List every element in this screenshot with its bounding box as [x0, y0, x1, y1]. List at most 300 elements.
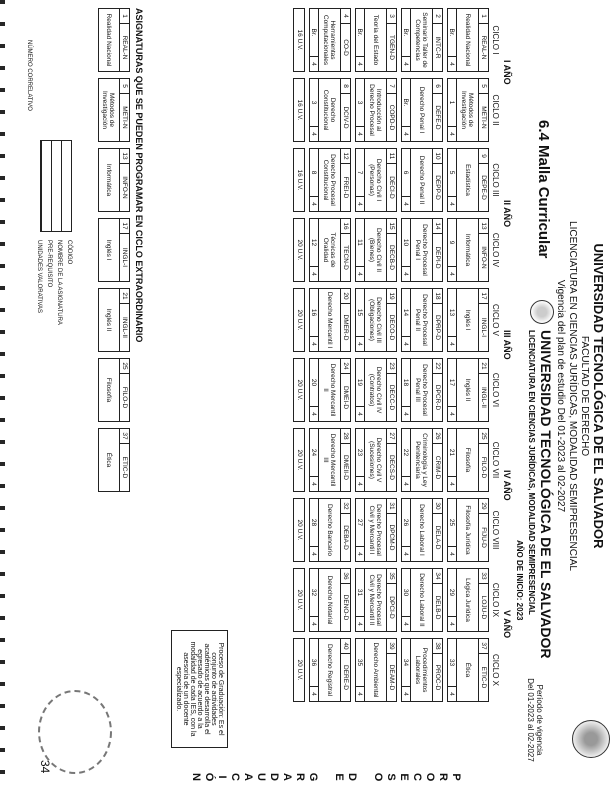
extra-course-cell: [98, 78, 130, 142]
side-letter: N: [190, 773, 202, 781]
course-prereq: 34: [401, 639, 410, 687]
course-code: CRIM-D: [434, 455, 441, 480]
course-number: 5: [120, 79, 129, 94]
course-cell: [355, 358, 397, 422]
course-number: 40: [341, 639, 350, 654]
course-number: 25: [479, 429, 488, 444]
course-code: DENO-D: [342, 594, 349, 621]
course-prereq: 23: [355, 429, 364, 477]
side-letter: A: [281, 773, 293, 781]
cycle-column: [293, 218, 500, 282]
course-cell: [447, 8, 489, 72]
course-name: Derecho Laboral I: [418, 504, 425, 556]
course-uv: 4: [356, 692, 363, 696]
course-number: 38: [433, 639, 442, 654]
course-prereq: 28: [309, 499, 318, 547]
course-code: LOJU-D: [480, 595, 487, 620]
course-name: Derecho Mercantil I: [326, 291, 333, 349]
course-number: 37: [479, 639, 488, 654]
start-year: AÑO DE INICIO: 2023: [515, 540, 524, 621]
course-uv: 4: [402, 482, 409, 486]
course-prereq: 10: [401, 219, 410, 267]
course-cell: [355, 148, 397, 212]
course-uv: 4: [448, 412, 455, 416]
course-uv: 4: [356, 482, 363, 486]
cycle-uv-total: 20 U.V.: [293, 428, 305, 492]
course-name: Criminología y Ley Penitenciaria: [414, 433, 429, 487]
course-code: COPD-D: [388, 104, 395, 131]
course-prereq: 3: [355, 79, 364, 127]
course-number: 9: [479, 149, 488, 164]
course-uv: 4: [310, 692, 317, 696]
course-name: Introducción al Derecho Procesal: [368, 84, 383, 136]
course-prereq: 31: [355, 569, 364, 617]
course-name: Realidad Nacional: [105, 13, 112, 67]
course-cell: [355, 428, 397, 492]
course-cell: [401, 78, 443, 142]
course-name: Derecho Registral: [326, 643, 333, 697]
course-cell: [447, 288, 489, 352]
side-letter: E: [333, 773, 345, 781]
cycle-uv-total: 16 U.V.: [293, 8, 305, 72]
course-uv: 4: [448, 622, 455, 626]
course-name: Inglés I: [464, 309, 471, 331]
course-cell: [447, 428, 489, 492]
course-code: ETIC-D: [121, 456, 128, 479]
course-number: 5: [479, 79, 488, 94]
cycle-column: [293, 638, 500, 702]
course-name: Procedimientos Laborales: [414, 647, 429, 693]
legend-code: CÓDIGO: [66, 240, 72, 265]
cycle-uv-total: 20 U.V.: [293, 638, 305, 702]
course-code: REAL-N: [480, 35, 487, 60]
course-uv: 4: [402, 272, 409, 276]
course-uv: 4: [448, 342, 455, 346]
cycle-uv-total: 20 U.V.: [293, 568, 305, 632]
course-uv: 4: [310, 272, 317, 276]
extra-course-cell: [98, 358, 130, 422]
course-number: 3: [387, 9, 396, 24]
cycle-title: CICLO V: [491, 303, 500, 336]
course-prereq: 27: [355, 499, 364, 547]
course-code: METI-N: [121, 106, 128, 129]
course-code: DEAM-D: [388, 664, 395, 691]
side-letter: O: [372, 772, 384, 782]
course-cell: [447, 78, 489, 142]
course-name: Derecho Civil II (Bienes): [368, 227, 383, 273]
extra-course: [94, 8, 130, 72]
course-cell: [309, 288, 351, 352]
course-code: INGL-I: [480, 317, 487, 338]
course-prereq: 16: [309, 289, 318, 337]
course-name: Inglés II: [105, 308, 112, 332]
course-code: PROC-D: [434, 664, 441, 691]
course-number: 28: [341, 429, 350, 444]
course-number: 1: [120, 9, 129, 24]
course-code: INGL-II: [121, 317, 128, 338]
course-prereq: 32: [309, 569, 318, 617]
course-name: Filosofía: [464, 447, 471, 473]
course-code: INGL-II: [480, 387, 487, 408]
course-uv: 4: [402, 692, 409, 696]
course-cell: [355, 568, 397, 632]
side-letter: D: [268, 773, 280, 781]
extra-course: [94, 78, 130, 142]
cycle-title: CICLO I: [491, 25, 500, 55]
extra-course: [94, 358, 130, 422]
course-prereq: 24: [309, 429, 318, 477]
course-number: 32: [341, 499, 350, 514]
course-prereq: 6: [401, 149, 410, 197]
course-cell: [309, 638, 351, 702]
cycle-title: CICLO VI: [491, 372, 500, 408]
extra-course-cell: [98, 218, 130, 282]
course-prereq: 7: [355, 149, 364, 197]
course-prereq: 14: [401, 289, 410, 337]
course-name: Derecho Procesal Penal I: [414, 224, 429, 276]
course-number: 31: [387, 499, 396, 514]
side-letter: G: [307, 772, 319, 782]
course-number: 19: [387, 289, 396, 304]
extra-course-cell: [98, 288, 130, 352]
course-uv: 4: [356, 202, 363, 206]
legend-prereq: PRE-REQUISITO: [46, 240, 52, 288]
course-code: TGEN-D: [388, 35, 395, 60]
period-box: [526, 675, 544, 765]
course-number: 35: [387, 569, 396, 584]
course-prereq: 22: [401, 429, 410, 477]
course-prereq: 13: [447, 289, 456, 337]
course-uv: 4: [356, 342, 363, 346]
year-label: III AÑO: [502, 330, 512, 360]
cycle-column: [293, 358, 500, 422]
section-title: 6.4 Malla Curricular: [535, 120, 552, 259]
extra-course: [94, 428, 130, 492]
course-name: Métodos de Investigación: [460, 91, 475, 129]
course-cell: [309, 218, 351, 282]
course-name: Derecho Laboral II: [418, 573, 425, 627]
course-number: 17: [479, 289, 488, 304]
course-code: DEBA-D: [342, 525, 349, 550]
course-cell: [401, 218, 443, 282]
course-name: Técnicas de Oralidad: [322, 232, 337, 268]
cycle-title: CICLO VIII: [491, 510, 500, 550]
cycle-uv-total: 20 U.V.: [293, 288, 305, 352]
cycle-title: CICLO VII: [491, 441, 500, 479]
course-number: 12: [341, 149, 350, 164]
course-name: Derecho Mercantil II: [322, 363, 337, 417]
course-uv: 4: [310, 552, 317, 556]
course-uv: 4: [310, 202, 317, 206]
university-seal: [530, 300, 554, 324]
side-letter: [319, 770, 332, 784]
course-cell: [401, 358, 443, 422]
course-uv: 4: [402, 342, 409, 346]
course-number: 25: [120, 359, 129, 374]
course-prereq: 20: [309, 359, 318, 407]
extra-course-cell: [98, 148, 130, 212]
side-letter: P: [450, 773, 462, 781]
course-number: 39: [387, 639, 396, 654]
course-code: DELB-D: [434, 595, 441, 620]
course-number: 15: [387, 219, 396, 234]
course-prereq: 5: [447, 149, 456, 197]
legend-name: NOMBRE DE LA ASIGNATURA: [56, 240, 62, 325]
page-number: 34: [38, 760, 52, 774]
course-number: 22: [433, 359, 442, 374]
course-uv: 4: [402, 552, 409, 556]
cycle-uv-total: 20 U.V.: [293, 218, 305, 282]
side-letter: R: [294, 773, 306, 781]
course-cell: [355, 638, 397, 702]
course-uv: 4: [448, 132, 455, 136]
extra-title: ASIGNATURAS QUE SE PUEDEN PROGRAMAR EN CICLO EXTRAORDINARIO: [134, 8, 144, 343]
cycle-uv-total: 20 U.V.: [293, 358, 305, 422]
course-cell: [309, 358, 351, 422]
course-code: DPRP-D: [434, 315, 441, 340]
course-number: 24: [341, 359, 350, 374]
course-number: 11: [387, 149, 396, 164]
course-prereq: 9: [447, 219, 456, 267]
course-cell: [447, 498, 489, 562]
course-number: 21: [120, 289, 129, 304]
course-name: Derecho Civil III (Obligaciones): [368, 297, 383, 343]
extra-course-cell: [98, 8, 130, 72]
course-number: 6: [433, 79, 442, 94]
course-name: Derecho Procesal Civil y Mercantil I: [368, 504, 383, 556]
course-cell: [309, 78, 351, 142]
cycle-title: CICLO II: [491, 94, 500, 126]
course-number: 7: [387, 79, 396, 94]
side-letter: R: [437, 773, 449, 781]
course-name: Derecho Notarial: [326, 575, 333, 625]
extra-course: [94, 148, 130, 212]
course-name: Ética: [464, 662, 471, 678]
course-name: Herramientas Computacionales: [322, 14, 337, 66]
cycle-column: [293, 568, 500, 632]
course-name: Derecho Procesal Penal II: [414, 294, 429, 346]
course-prereq: Br.: [447, 9, 456, 57]
course-name: Derecho Penal II: [418, 155, 425, 205]
course-cell: [309, 568, 351, 632]
course-code: FILO-D: [121, 386, 128, 409]
course-name: Derecho Civil V (Sucesiones): [368, 437, 383, 483]
course-uv: 4: [310, 132, 317, 136]
course-number: 13: [479, 219, 488, 234]
course-cell: [447, 148, 489, 212]
course-name: Estadística: [464, 164, 471, 196]
cycle-column: [293, 78, 500, 142]
course-uv: 4: [448, 482, 455, 486]
course-number: 30: [433, 499, 442, 514]
year-label: I AÑO: [502, 60, 512, 85]
career-name: LICENCIATURA EN CIENCIAS JURÍDICAS, MODALIDAD SEMIPRESENCIAL: [567, 221, 578, 571]
course-uv: 4: [310, 62, 317, 66]
course-uv: 4: [356, 272, 363, 276]
course-number: 16: [341, 219, 350, 234]
course-cell: [309, 428, 351, 492]
course-cell: [447, 568, 489, 632]
course-number: 21: [479, 359, 488, 374]
course-code: DECO-D: [388, 314, 395, 341]
course-code: DMER-D: [342, 314, 349, 341]
course-name: Inglés II: [464, 378, 471, 402]
course-name: Derecho Civil I (Personas): [368, 158, 383, 202]
course-name: Derecho Mercantil III: [322, 433, 337, 487]
course-name: Lógica Jurídica: [464, 578, 471, 622]
course-number: 14: [433, 219, 442, 234]
cycle-uv-total: 16 U.V.: [293, 78, 305, 142]
faculty-name: FACULTAD DE DERECHO: [579, 335, 590, 457]
course-cell: [401, 148, 443, 212]
course-cell: [355, 78, 397, 142]
course-prereq: 26: [401, 499, 410, 547]
period-label: Período de vigencia: [535, 684, 544, 756]
course-number: 29: [479, 499, 488, 514]
side-letter: [358, 770, 371, 784]
course-name: Derecho Procesal Penal III: [414, 364, 429, 416]
course-cell: [401, 428, 443, 492]
course-code: INFO-N: [121, 176, 128, 199]
course-name: Filosofía Jurídica: [464, 505, 471, 555]
course-uv: 4: [356, 132, 363, 136]
course-uv: 4: [356, 552, 363, 556]
course-number: 4: [341, 9, 350, 24]
course-name: Derecho Procesal Constitucional: [322, 154, 337, 206]
course-number: 13: [120, 149, 129, 164]
cycle-uv-total: 16 U.V.: [293, 148, 305, 212]
course-name: Derecho Procesal Civil y Mercantil II: [368, 574, 383, 626]
course-prereq: Br.: [401, 79, 410, 127]
course-cell: [401, 638, 443, 702]
course-number: 2: [433, 9, 442, 24]
course-number: 37: [120, 429, 129, 444]
side-letter: D: [346, 773, 358, 781]
course-prereq: 36: [309, 639, 318, 687]
course-code: DEPP-D: [434, 175, 441, 200]
course-name: Métodos de Investigación: [101, 91, 116, 129]
course-code: DPCR-D: [434, 384, 441, 411]
course-number: 20: [341, 289, 350, 304]
course-name: Derecho Civil IV (Contratos): [368, 366, 383, 414]
course-name: Derecho Bancario: [326, 503, 333, 557]
course-number: 26: [433, 429, 442, 444]
cycle-title: CICLO IX: [491, 582, 500, 618]
course-code: FREI-D: [342, 176, 349, 199]
year-label: V AÑO: [502, 610, 512, 639]
course-uv: 4: [356, 622, 363, 626]
course-uv: 4: [402, 412, 409, 416]
course-prereq: Br.: [309, 9, 318, 57]
course-cell: [401, 8, 443, 72]
course-code: CO-D: [342, 39, 349, 56]
course-number: 23: [387, 359, 396, 374]
course-uv: 4: [356, 62, 363, 66]
course-prereq: 33: [447, 639, 456, 687]
course-number: 1: [479, 9, 488, 24]
mid-career: LICENCIATURA EN CIENCIAS JURÍDICAS, MODALIDAD SEMIPRESENCIAL: [527, 330, 536, 615]
course-number: 33: [479, 569, 488, 584]
course-prereq: 3: [309, 79, 318, 127]
course-uv: 4: [448, 62, 455, 66]
course-uv: 4: [448, 202, 455, 206]
course-uv: 4: [310, 342, 317, 346]
course-prereq: 30: [401, 569, 410, 617]
graduation-side-label: [189, 770, 462, 784]
course-prereq: 25: [447, 499, 456, 547]
course-prereq: Br.: [355, 9, 364, 57]
course-cell: [355, 498, 397, 562]
course-code: DMEII-D: [342, 455, 349, 480]
course-prereq: 1: [447, 79, 456, 127]
course-prereq: 35: [355, 639, 364, 687]
course-name: Filosofía: [105, 377, 112, 403]
legend-box: [40, 140, 72, 232]
course-uv: 4: [448, 272, 455, 276]
course-name: Realidad Nacional: [464, 13, 471, 67]
course-name: Inglés I: [105, 239, 112, 261]
course-prereq: Br.: [401, 9, 410, 57]
course-prereq: 21: [447, 429, 456, 477]
side-letter: A: [242, 773, 254, 781]
course-number: 27: [387, 429, 396, 444]
course-code: DPCM-D: [388, 524, 395, 551]
course-cell: [447, 638, 489, 702]
plan-vigencia: Vigencia del plan de estudio Del 01-2023 al 02-2027: [555, 279, 566, 513]
cycle-title: CICLO IV: [491, 232, 500, 268]
course-number: 36: [341, 569, 350, 584]
graduation-note: Proceso de Graduación: Es el conjunto de actividades académicas que desarrolla el egresado de acuerdo a la modalidad de cada IES, con la asesoría de un docente especializado.: [171, 630, 228, 748]
course-number: 18: [433, 289, 442, 304]
course-uv: 4: [448, 552, 455, 556]
cycle-column: [293, 148, 500, 212]
course-uv: 4: [402, 622, 409, 626]
course-name: Informática: [464, 233, 471, 267]
year-label: IV AÑO: [502, 470, 512, 501]
cycle-column: [293, 8, 500, 72]
course-uv: 4: [402, 62, 409, 66]
side-letter: C: [411, 773, 423, 781]
side-letter: U: [255, 773, 267, 781]
course-cell: [401, 288, 443, 352]
course-uv: 4: [402, 132, 409, 136]
course-prereq: 18: [401, 359, 410, 407]
course-code: DEPI-D: [434, 246, 441, 269]
course-prereq: 15: [355, 289, 364, 337]
course-code: METI-N: [480, 106, 487, 129]
side-letter: I: [216, 775, 228, 779]
university-name: UNIVERSIDAD TECNOLÓGICA DE EL SALVADOR: [591, 243, 606, 549]
course-code: INGL-I: [121, 247, 128, 268]
extra-course-cell: [98, 428, 130, 492]
course-number: 34: [433, 569, 442, 584]
course-code: DPCI-D: [388, 596, 395, 619]
course-name: Derecho Constitucional: [322, 89, 337, 131]
course-prereq: 12: [309, 219, 318, 267]
course-cell: [309, 148, 351, 212]
course-code: DECC-D: [388, 384, 395, 411]
course-uv: 4: [356, 412, 363, 416]
course-name: Teoría del Estado: [372, 14, 379, 66]
legend-correlativo: NÚMERO CORRELATIVO: [26, 40, 32, 111]
course-number: 17: [120, 219, 129, 234]
course-code: INFO-N: [480, 246, 487, 269]
period-value: Del 01-2023 al 02-2027: [526, 678, 535, 762]
course-code: FILO-D: [480, 456, 487, 479]
course-prereq: 29: [447, 569, 456, 617]
side-letter: O: [424, 772, 436, 782]
course-code: DERE-D: [342, 665, 349, 690]
